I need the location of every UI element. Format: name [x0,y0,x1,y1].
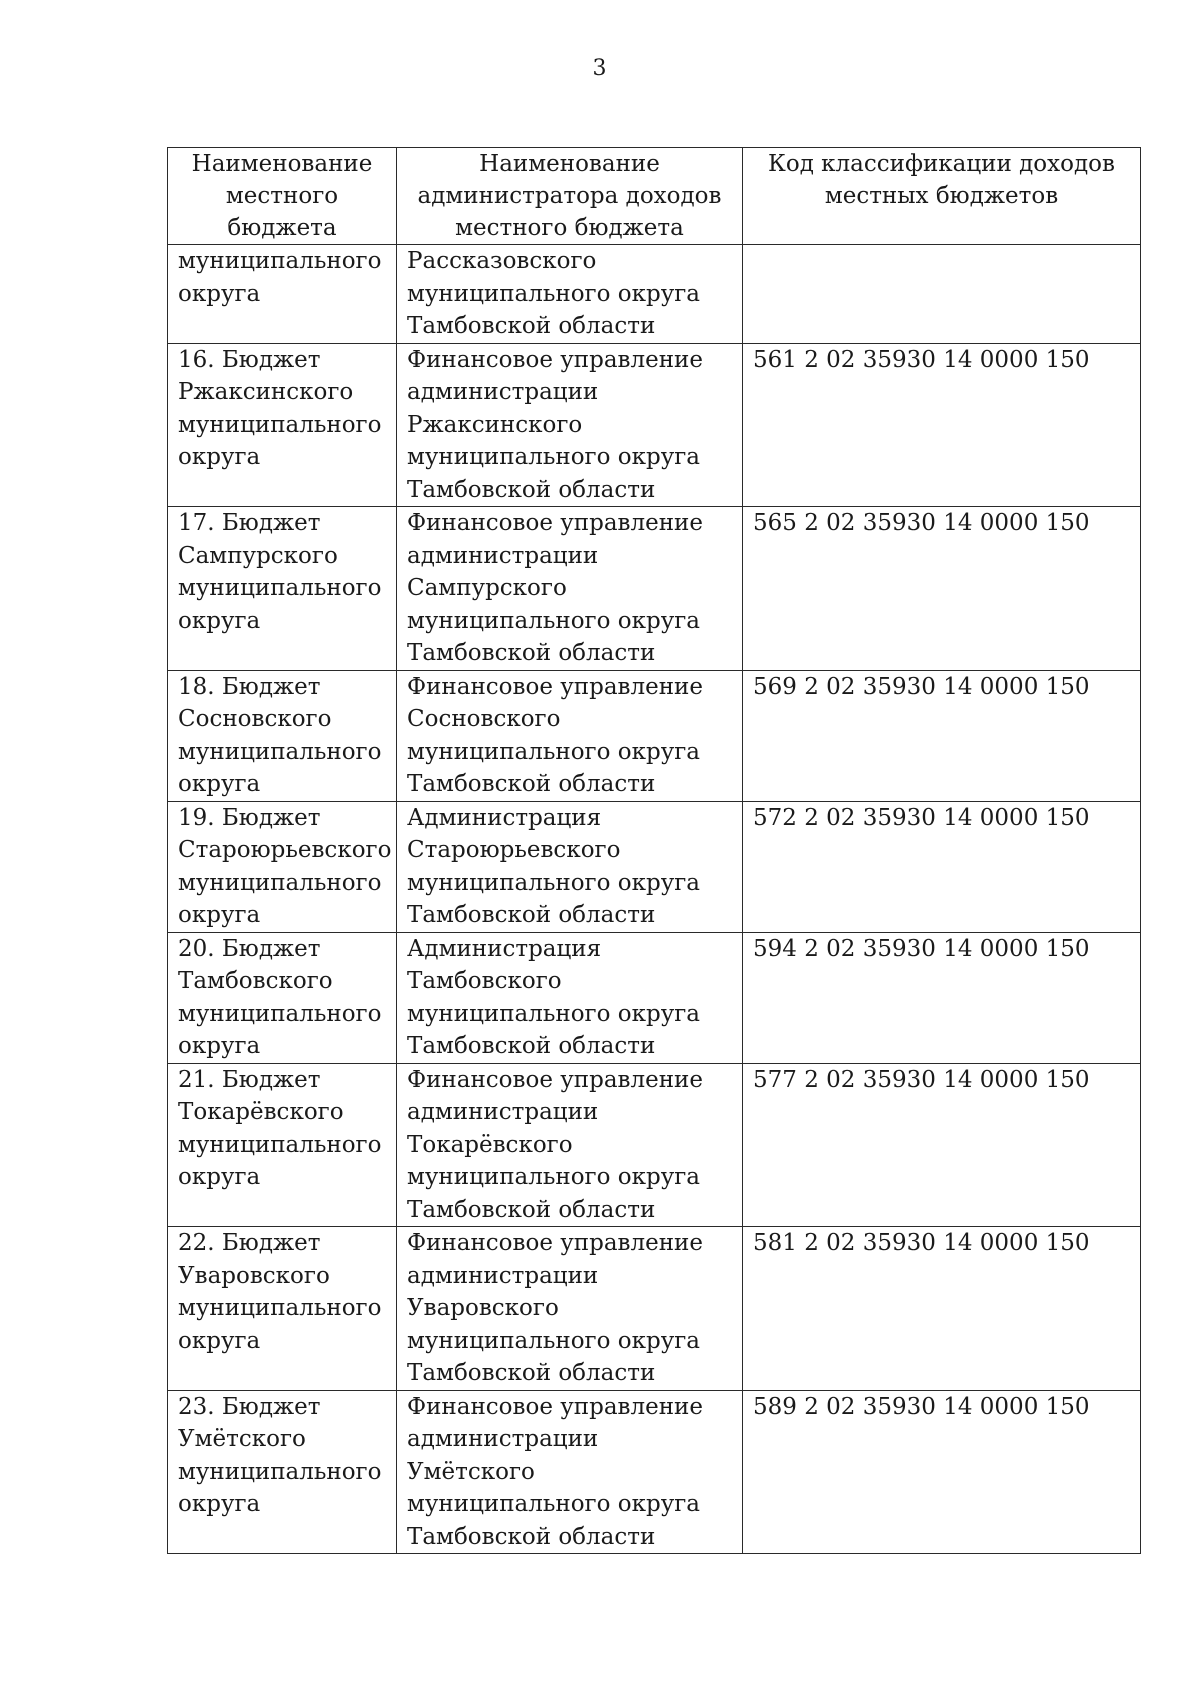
budget-name-line: 21. Бюджет [178,1066,321,1093]
budget-name-line: округа [178,771,261,797]
administrator-line: Тамбовской области [407,313,656,339]
header-line: Наименование [191,151,373,177]
header-line: местного [225,183,339,209]
administrator-line: Сампурского [407,575,567,601]
administrator-line: Финансовое управление [407,1393,703,1420]
revenue-code: 565 2 02 35930 14 0000 150 [753,510,1090,536]
budget-name-line: 18. Бюджет [178,673,321,700]
administrator-line: Финансовое управление [407,510,703,536]
header-administrator-name [397,148,743,245]
administrator-line: Ржаксинского [407,411,583,438]
table-body [168,245,1141,1554]
budget-name-cell [168,343,397,507]
administrator-line: Тамбовской области [407,1033,656,1059]
budget-name-line: Тамбовского [178,968,333,994]
budget-name-cell [168,801,397,932]
budget-name-line: округа [178,902,261,928]
budget-name-line: Сосновского [178,706,332,732]
budget-name-line: 22. Бюджет [178,1230,321,1256]
budget-name-line: муниципального [178,1000,382,1027]
budget-name-line: муниципального [178,248,382,274]
table-row [168,1227,1141,1391]
administrator-line: Администрация [407,935,602,962]
revenue-code-cell [743,1390,1141,1554]
administrator-line: Тамбовской области [407,1196,656,1223]
budget-name-cell [168,670,397,801]
revenue-code-cell [743,932,1141,1063]
administrator-line: администрации [407,1262,599,1289]
table-row [168,801,1141,932]
budget-name-line: округа [178,1327,261,1354]
budget-name-line: Токарёвского [178,1099,344,1125]
administrator-line: Финансовое управление [407,346,703,373]
administrator-line: администрации [407,542,599,569]
budget-name-cell [168,507,397,671]
budget-name-line: муниципального [178,411,382,438]
administrator-line: Тамбовской области [407,771,656,797]
revenue-code: 569 2 02 35930 14 0000 150 [753,673,1090,700]
table-row [168,932,1141,1063]
budget-name-line: 16. Бюджет [178,346,321,373]
administrator-line: Финансовое управление [407,673,703,700]
administrator-line: муниципального округа [407,1491,701,1517]
administrator-cell [397,801,743,932]
budget-name-line: округа [178,1164,261,1190]
administrator-line: администрации [407,1426,599,1452]
budget-name-line: муниципального [178,1295,382,1321]
administrator-cell [397,343,743,507]
budget-name-cell [168,932,397,1063]
budget-name-line: муниципального [178,1458,382,1485]
administrator-line: Сосновского [407,706,561,732]
administrator-line: Умётского [407,1458,535,1485]
budget-name-line: округа [178,1033,261,1059]
table-row [168,343,1141,507]
administrator-line: муниципального округа [407,444,701,470]
budget-name-line: Ржаксинского [178,379,354,405]
revenue-code-cell [743,343,1141,507]
table-row [168,245,1141,344]
administrator-line: Тамбовской области [407,902,656,928]
administrator-cell [397,670,743,801]
table-row [168,1390,1141,1554]
budget-name-line: муниципального [178,1131,382,1158]
header-line: администратора доходов [417,183,722,209]
budget-name-cell [168,1063,397,1227]
revenue-code: 594 2 02 35930 14 0000 150 [753,935,1090,962]
administrator-line: Тамбовской области [407,1523,656,1550]
administrator-line: муниципального округа [407,1327,701,1354]
administrator-cell [397,1390,743,1554]
administrator-line: Уваровского [407,1295,559,1321]
administrator-line: Тамбовского [407,968,562,994]
administrator-line: Администрация [407,804,602,831]
administrator-line: муниципального округа [407,1164,701,1190]
revenue-code: 572 2 02 35930 14 0000 150 [753,804,1090,831]
administrator-line: муниципального округа [407,1000,701,1027]
budget-revenue-table [167,147,1141,1554]
budget-name-line: 19. Бюджет [178,804,321,831]
administrator-line: Рассказовского [407,248,597,274]
header-line: бюджета [227,215,337,241]
budget-name-line: Умётского [178,1426,306,1452]
budget-name-cell [168,1390,397,1554]
table-row [168,670,1141,801]
revenue-code: 589 2 02 35930 14 0000 150 [753,1393,1090,1420]
revenue-code-cell [743,245,1141,344]
budget-name-cell [168,245,397,344]
budget-name-line: округа [178,607,261,634]
budget-name-line: 17. Бюджет [178,510,321,536]
header-budget-name [168,148,397,245]
header-line: местных бюджетов [824,183,1059,209]
budget-name-line: округа [178,444,261,470]
header-line: Код классификации доходов [768,151,1115,177]
revenue-code-cell [743,507,1141,671]
administrator-line: муниципального округа [407,607,701,634]
budget-name-line: муниципального [178,575,382,601]
budget-name-line: Староюрьевского [178,837,392,863]
header-line: местного бюджета [455,215,684,241]
budget-name-line: Сампурского [178,542,338,569]
administrator-cell [397,245,743,344]
table-row [168,1063,1141,1227]
budget-name-line: муниципального [178,869,382,896]
revenue-code: 561 2 02 35930 14 0000 150 [753,346,1090,373]
administrator-line: муниципального округа [407,869,701,896]
revenue-code-cell [743,801,1141,932]
administrator-line: Староюрьевского [407,837,621,863]
budget-name-line: округа [178,280,261,307]
administrator-line: Тамбовской области [407,1360,656,1386]
administrator-line: Тамбовской области [407,476,656,503]
revenue-code-cell [743,670,1141,801]
administrator-line: администрации [407,1099,599,1125]
revenue-code-cell [743,1063,1141,1227]
header-line: Наименование [479,151,660,177]
administrator-line: муниципального округа [407,280,701,307]
revenue-code: 577 2 02 35930 14 0000 150 [753,1066,1090,1093]
administrator-line: Токарёвского [407,1131,573,1158]
administrator-line: Финансовое управление [407,1066,703,1093]
budget-name-line: муниципального [178,738,382,765]
table-row [168,507,1141,671]
budget-name-line: 23. Бюджет [178,1393,321,1420]
administrator-line: администрации [407,379,599,405]
administrator-line: Финансовое управление [407,1230,703,1256]
header-revenue-code [743,148,1141,245]
administrator-line: Тамбовской области [407,640,656,666]
administrator-cell [397,1063,743,1227]
administrator-cell [397,507,743,671]
administrator-cell [397,932,743,1063]
budget-name-line: Уваровского [178,1262,330,1289]
budget-name-line: 20. Бюджет [178,935,321,962]
administrator-line: муниципального округа [407,738,701,765]
budget-name-line: округа [178,1491,261,1517]
page-number: 3 [592,56,608,81]
table-header-row [168,148,1141,245]
revenue-code-cell [743,1227,1141,1391]
budget-name-cell [168,1227,397,1391]
administrator-cell [397,1227,743,1391]
revenue-code: 581 2 02 35930 14 0000 150 [753,1230,1090,1256]
